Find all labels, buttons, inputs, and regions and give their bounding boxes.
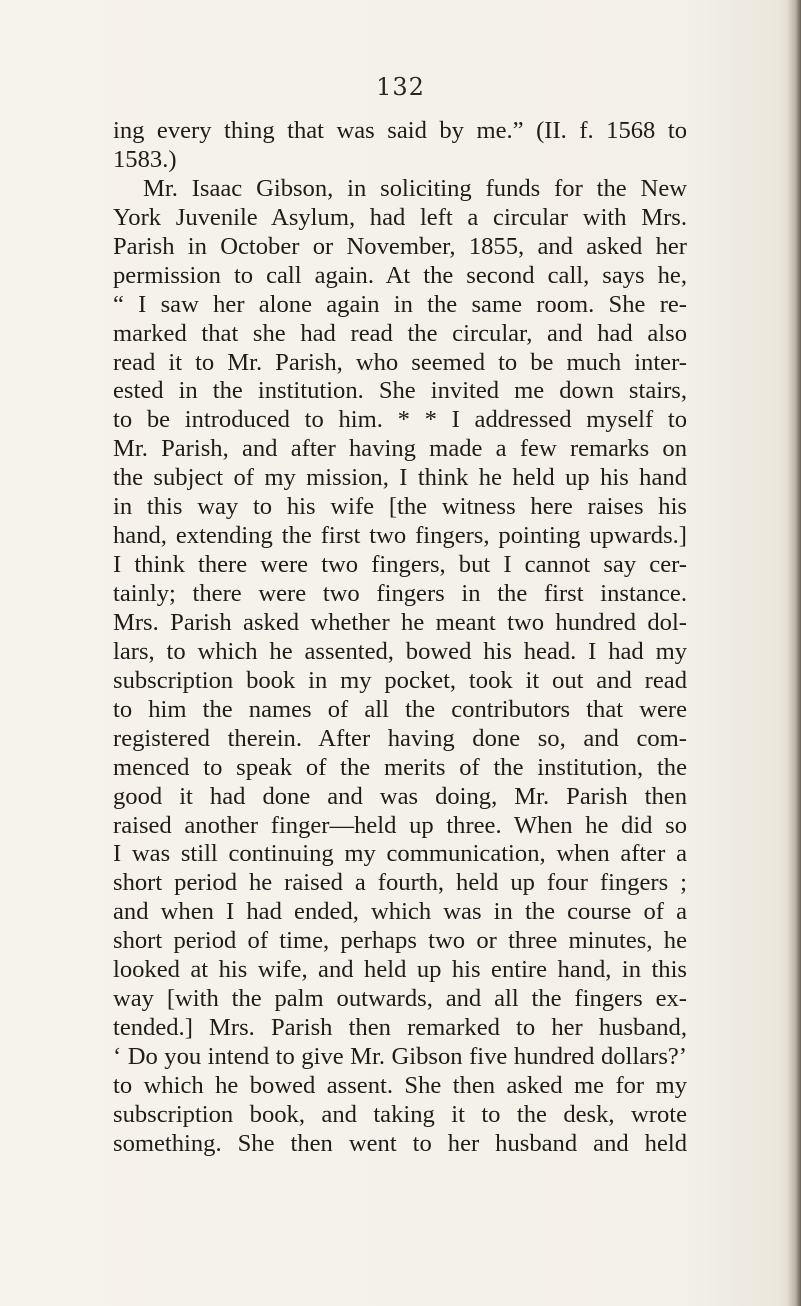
text-line: tainly; there were two fingers in the first instance. (113, 580, 687, 607)
text-line: subscription book in my pocket, took it out and read (113, 666, 687, 694)
text-line: tended.] Mrs. Parish then remarked to her husband, (113, 1014, 687, 1042)
text-line: subscription book, and taking it to the desk, wrote (113, 1100, 687, 1128)
text-line: menced to speak of the merits of the institution, the (113, 753, 687, 781)
text-line: something. She then went to her husband and held (113, 1129, 687, 1157)
text-line: permission to call again. At the second call, says he, (113, 261, 687, 289)
text-line: short period of time, perhaps two or three minutes, he (113, 927, 687, 955)
text-line: to be introduced to him. * * I addressed myself to (113, 406, 687, 434)
body-text (113, 117, 687, 1159)
text-line: 1583.) (113, 145, 177, 173)
text-line: York Juvenile Asylum, had left a circular with Mrs. (113, 203, 687, 231)
text-line: marked that she had read the circular, and had also (113, 319, 687, 347)
text-line: short period he raised a fourth, held up four fingers ; (113, 869, 687, 897)
text-line: the subject of my mission, I think he held up his hand (113, 464, 687, 492)
text-line: Parish in October or November, 1855, and asked her (113, 232, 687, 260)
text-line: Mr. Parish, and after having made a few remarks on (113, 435, 687, 463)
text-line: read it to Mr. Parish, who seemed to be much inter- (113, 348, 687, 376)
text-line: good it had done and was doing, Mr. Parish then (113, 782, 687, 810)
text-line: I was still continuing my communication, when after a (113, 840, 687, 868)
text-line: ‘ Do you intend to give Mr. Gibson five hundred dollars?’ (113, 1043, 687, 1070)
text-line: to which he bowed assent. She then asked me for my (113, 1071, 687, 1099)
text-line: ested in the institution. She invited me down stairs, (113, 377, 687, 405)
text-line: Mrs. Parish asked whether he meant two hundred dol- (113, 608, 687, 636)
text-line: way [with the palm outwards, and all the fingers ex- (113, 985, 687, 1013)
text-line: “ I saw her alone again in the same room. She re- (113, 290, 687, 318)
text-line: in this way to his wife [the witness here raises his (113, 493, 687, 521)
text-line: raised another finger—held up three. When he did so (113, 811, 687, 839)
text-line: lars, to which he assented, bowed his head. I had my (113, 637, 687, 665)
text-line: Mr. Isaac Gibson, in soliciting funds for the New (143, 174, 687, 202)
text-line: I think there were two fingers, but I cannot say cer- (113, 551, 687, 579)
text-line: and when I had ended, which was in the course of a (113, 898, 687, 926)
text-line: ing every thing that was said by me.” (II. f. 1568 to (113, 117, 687, 144)
text-line: looked at his wife, and held up his entire hand, in this (113, 956, 687, 984)
text-line: registered therein. After having done so, and com- (113, 724, 687, 752)
page-number: 132 (376, 73, 425, 101)
text-line: hand, extending the first two fingers, pointing upwards.] (113, 522, 687, 550)
page-edge-shadow (787, 0, 801, 1306)
text-line: to him the names of all the contributors that were (113, 695, 687, 723)
